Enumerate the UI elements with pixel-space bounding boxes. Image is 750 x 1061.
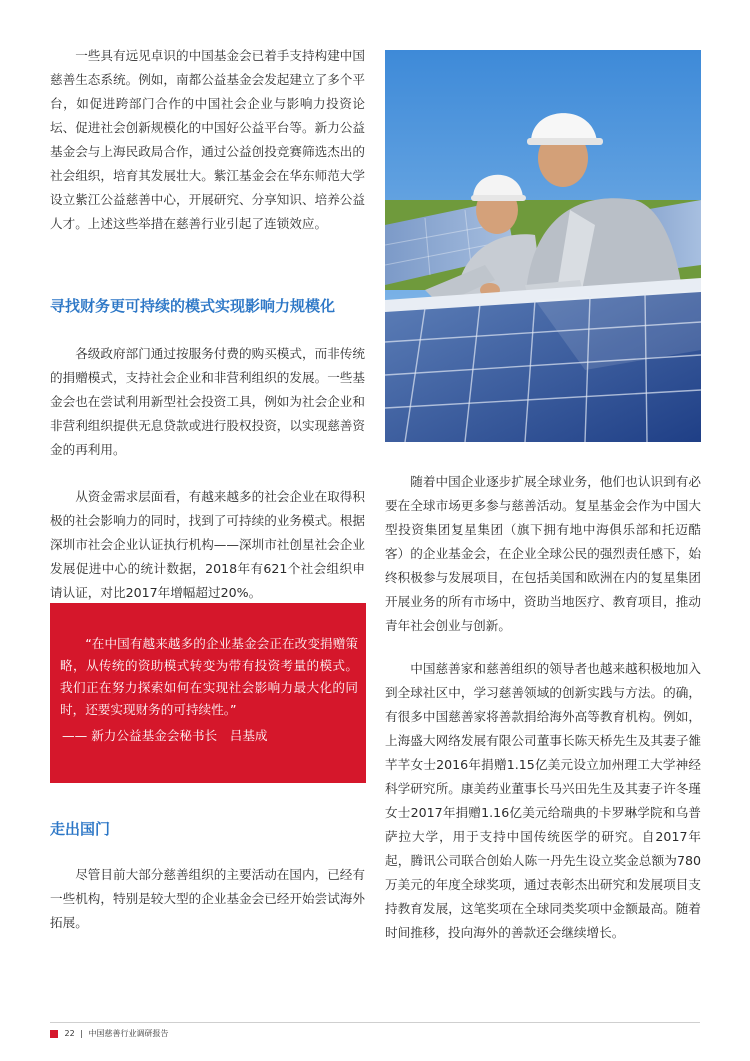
publication-title: 中国慈善行业调研报告 bbox=[88, 1029, 169, 1038]
pull-quote-box bbox=[50, 603, 366, 783]
paragraph-overseas: 尽管目前大部分慈善组织的主要活动在国内，已经有一些机构，特别是较大型的企业基金会已经开始尝试海外拓展。 bbox=[50, 867, 365, 930]
pull-quote-attribution: —— 新力公益基金会秘书长 吕基成 bbox=[62, 728, 268, 743]
footer-marker-icon bbox=[50, 1030, 58, 1038]
paragraph-fosun-foundation: 随着中国企业逐步扩展全球业务，他们也认识到有必要在全球市场更多参与慈善活动。复星基金会作为中国大型投资集团复星集团（旗下拥有地中海俱乐部和托迈酷客）的企业基金会，在企业全球公民的强烈责任感下，始终积极参与发展项目，在包括美国和欧洲在内的复星集团开展业务的所有市场中，资助当地医疗、教育项目，推动青年社会创业与创新。 bbox=[385, 474, 701, 633]
paragraph-funding-demand: 从资金需求层面看，有越来越多的社会企业在取得积极的社会影响力的同时，找到了可持续的业务模式。根据深圳市社会企业认证执行机构——深圳市社创星社会企业发展促进中心的统计数据，2018年有621个社会组织申请认证，对比2017年增幅超过20%。 bbox=[50, 489, 365, 600]
solar-panel-workers-photo bbox=[385, 50, 701, 442]
pull-quote-text: “在中国有越来越多的企业基金会正在改变捐赠策略，从传统的资助模式转变为带有投资考量的模式。我们正在努力探索如何在实现社会影响力最大化的同时，还要实现财务的可持续性。” bbox=[60, 636, 358, 717]
page-number: 22 bbox=[64, 1029, 75, 1038]
page-footer bbox=[50, 1028, 169, 1040]
paragraph-ecosystem: 一些具有远见卓识的中国基金会已着手支持构建中国慈善生态系统。例如，南都公益基金会发起建立了多个平台，如促进跨部门合作的中国社会企业与影响力投资论坛、促进社会创新规模化的中国好公益平台等。新力公益基金会与上海民政局合作，通过公益创投竞赛筛选杰出的社会组织，培育其发展壮大。紫江基金会在华东师范大学设立紫江公益慈善中心，开展研究、分享知识、培养公益人才。上述这些举措在慈善行业引起了连锁效应。 bbox=[50, 48, 365, 231]
footer-separator: | bbox=[80, 1029, 83, 1038]
pull-quote bbox=[60, 633, 358, 747]
footer-divider bbox=[50, 1022, 700, 1023]
paragraph-government-purchase: 各级政府部门通过按服务付费的购买模式，而非传统的捐赠模式，支持社会企业和非营利组织的发展。一些基金会也在尝试利用新型社会投资工具，例如为社会企业和非营利组织提供无息贷款或进行股权投资，以实现慈善资金的再利用。 bbox=[50, 346, 365, 457]
section-heading-going-abroad: 走出国门 bbox=[50, 820, 111, 838]
section-heading-sustainable-finance: 寻找财务更可持续的模式实现影响力规模化 bbox=[50, 297, 336, 315]
paragraph-overseas-donations: 中国慈善家和慈善组织的领导者也越来越积极地加入到全球社区中，学习慈善领域的创新实践与方法。的确，有很多中国慈善家将善款捐给海外高等教育机构。例如，上海盛大网络发展有限公司董事长陈天桥先生及其妻子雒芊芊女士2016年捐赠1.15亿美元设立加州理工大学神经科学研究所。康美药业董事长马兴田先生及其妻子许冬瑾女士2017年捐赠1.16亿美元给瑞典的卡罗琳学院和乌普萨拉大学，用于支持中国传统医学的研究。自2017年起，腾讯公司联合创始人陈一丹先生设立奖金总额为780万美元的年度全球奖项，通过表彰杰出研究和发展项目支持教育发展，这笔奖项在全球同类奖项中金额最高。随着时间推移，投向海外的善款还会继续增长。 bbox=[385, 661, 701, 940]
